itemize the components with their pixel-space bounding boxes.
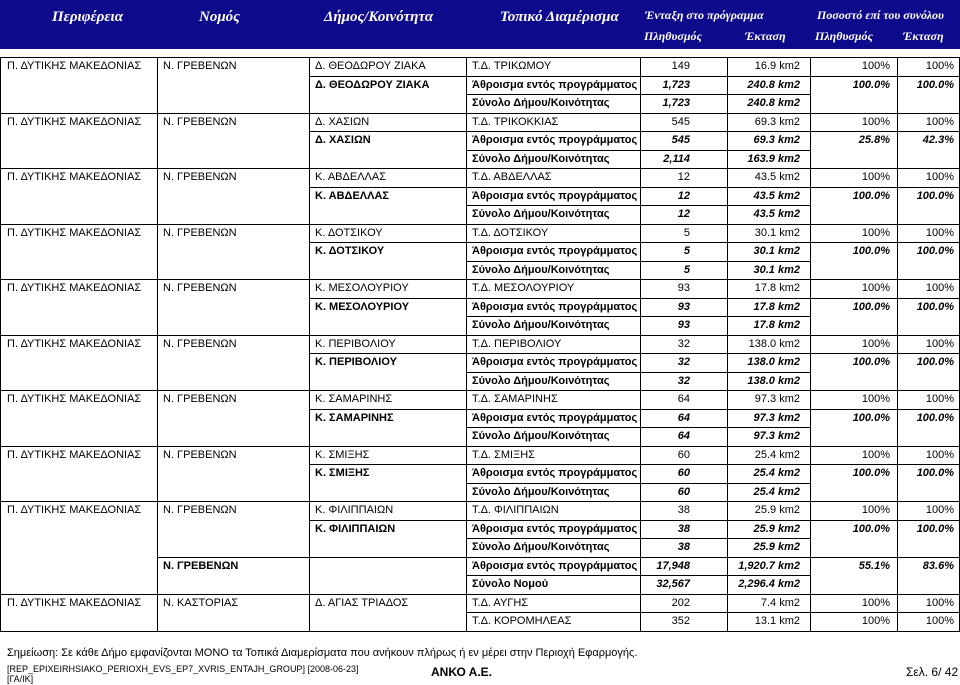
sum-area-percent: 100.0% (916, 78, 954, 91)
sum-area: 30.1 km2 (753, 245, 800, 257)
area-percent-cell: 100% (925, 448, 954, 461)
header-area2: Έκταση (903, 29, 944, 43)
area-percent-cell: 100% (925, 226, 954, 239)
population-cell: 5 (683, 226, 690, 239)
municipality-sum-label: Κ. ΔΟΤΣΙΚΟΥ (315, 245, 385, 257)
region-cell: Π. ΔΥΤΙΚΗΣ ΜΑΚΕΔΟΝΙΑΣ (7, 596, 142, 609)
header-pop1: Πληθυσμός (644, 29, 702, 43)
total-area: 30.1 km2 (753, 263, 800, 276)
region-cell: Π. ΔΥΤΙΚΗΣ ΜΑΚΕΔΟΝΙΑΣ (7, 504, 142, 516)
prefecture-cell: Ν. ΓΡΕΒΕΝΩΝ (163, 504, 237, 516)
district-cell: Τ.Δ. ΚΟΡΟΜΗΛΕΑΣ (472, 615, 572, 627)
grid-line (309, 57, 310, 631)
header-district: Τοπικό Διαμέρισμα (500, 9, 619, 25)
area-percent-cell: 100% (925, 171, 954, 183)
sum-area-percent: 83.6% (922, 559, 954, 572)
total-population: 60 (677, 485, 690, 498)
table-row (0, 261, 960, 279)
table-row (0, 575, 960, 593)
area-percent-cell: 100% (925, 282, 954, 294)
sum-label: Άθροισμα εντός προγράμματος (472, 356, 638, 368)
municipality-cell: Κ. ΠΕΡΙΒΟΛΙΟΥ (315, 337, 396, 350)
area-cell: 138.0 km2 (748, 337, 800, 350)
sum-label: Άθροισμα εντός προγράμματος (472, 78, 638, 91)
municipality-cell: Κ. ΣΑΜΑΡΙΝΗΣ (315, 393, 393, 405)
sum-population: 93 (677, 300, 690, 313)
sum-area: 97.3 km2 (753, 411, 800, 424)
sum-area: 25.4 km2 (753, 467, 800, 479)
population-cell: 545 (671, 115, 690, 128)
header-region: Περιφέρεια (52, 9, 123, 25)
area-cell: 69.3 km2 (754, 115, 800, 128)
municipality-cell: Δ. ΘΕΟΔΩΡΟΥ ΖΙΑΚΑ (315, 60, 426, 72)
total-area: 2,296.4 km2 (738, 578, 800, 590)
municipality-sum-label: Κ. ΦΙΛΙΠΠΑΙΩΝ (315, 522, 396, 535)
grid-line (466, 205, 810, 206)
grid-line (0, 168, 960, 169)
population-cell: 149 (671, 60, 690, 72)
region-cell: Π. ΔΥΤΙΚΗΣ ΜΑΚΕΔΟΝΙΑΣ (7, 282, 142, 294)
table-row (0, 205, 960, 223)
table-row (0, 520, 960, 538)
header-percent: Ποσοστό επί του συνόλου (817, 8, 944, 22)
total-label: Σύνολο Δήμου/Κοινότητας (472, 208, 610, 220)
table-row (0, 594, 960, 612)
table-row (0, 224, 960, 242)
grid-line (0, 594, 960, 595)
table-row (0, 168, 960, 186)
total-population: 2,114 (663, 152, 690, 165)
grid-line (309, 520, 960, 521)
total-label: Σύνολο Δήμου/Κοινότητας (472, 430, 610, 442)
total-label: Σύνολο Δήμου/Κοινότητας (472, 319, 610, 331)
sum-area-percent: 100.0% (916, 411, 954, 424)
table-row (0, 131, 960, 149)
table-row (0, 427, 960, 445)
area-cell: 25.4 km2 (754, 448, 800, 461)
area-percent-cell: 100% (925, 596, 954, 609)
sum-population: 545 (671, 134, 690, 146)
sum-population-percent: 100.0% (852, 522, 890, 535)
district-cell: Τ.Δ. ΤΡΙΚΩΜΟΥ (472, 60, 552, 72)
municipality-cell: Κ. ΑΒΔΕΛΛΑΣ (315, 171, 387, 183)
sum-area-percent: 100.0% (916, 245, 954, 257)
area-percent-cell: 100% (925, 393, 954, 405)
area-cell: 7.4 km2 (760, 596, 800, 609)
area-cell: 30.1 km2 (754, 226, 800, 239)
region-cell: Π. ΔΥΤΙΚΗΣ ΜΑΚΕΔΟΝΙΑΣ (7, 226, 142, 239)
grid-line (0, 501, 960, 502)
district-cell: Τ.Δ. ΣΜΙΞΗΣ (472, 448, 535, 461)
grid-line (640, 57, 641, 631)
table-row (0, 76, 960, 94)
grid-line (309, 464, 960, 465)
area-cell: 17.8 km2 (754, 282, 800, 294)
sum-population-percent: 25.8% (858, 134, 890, 146)
prefecture-cell: Ν. ΓΡΕΒΕΝΩΝ (163, 226, 237, 239)
total-area: 97.3 km2 (753, 430, 800, 442)
grid-line (810, 57, 811, 631)
sum-area-percent: 100.0% (916, 467, 954, 479)
sum-area: 17.8 km2 (753, 300, 800, 313)
sum-population-percent: 100.0% (852, 78, 890, 91)
grid-line (466, 316, 810, 317)
total-label: Σύνολο Δήμου/Κοινότητας (472, 263, 610, 276)
sum-population-percent: 100.0% (852, 467, 890, 479)
table-header (0, 0, 960, 49)
sum-area: 138.0 km2 (747, 356, 800, 368)
report-sub: [ΓΑ/ΙΚ] (7, 674, 34, 684)
page-number: Σελ. 6/ 42 (906, 665, 959, 679)
header-municipality: Δήμος/Κοινότητα (324, 9, 434, 25)
area-percent-cell: 100% (925, 504, 954, 516)
total-population: 32,567 (656, 578, 690, 590)
table-row (0, 390, 960, 408)
sum-population: 32 (677, 356, 690, 368)
prefecture-cell: Ν. ΓΡΕΒΕΝΩΝ (163, 282, 237, 294)
population-cell: 202 (671, 596, 690, 609)
population-percent-cell: 100% (861, 615, 890, 627)
population-cell: 93 (677, 282, 690, 294)
district-cell: Τ.Δ. ΑΒΔΕΛΛΑΣ (472, 171, 552, 183)
total-area: 25.9 km2 (753, 541, 800, 553)
prefecture-cell: Ν. ΓΡΕΒΕΝΩΝ (163, 393, 237, 405)
municipality-cell: Δ. ΧΑΣΙΩΝ (315, 115, 370, 128)
grid-line (0, 390, 960, 391)
table-row (0, 187, 960, 205)
report-id (7, 664, 358, 684)
total-area: 163.9 km2 (747, 152, 800, 165)
population-cell: 64 (677, 393, 690, 405)
region-cell: Π. ΔΥΤΙΚΗΣ ΜΑΚΕΔΟΝΙΑΣ (7, 115, 142, 128)
sum-area-percent: 42.3% (922, 134, 954, 146)
report-code: [REP_EPIXEIRHSIAKO_PERIOXH_EVS_EP7_XVRIS_ENTAJH_GROUP] [2008-06-23] (7, 664, 359, 674)
sum-area: 25.9 km2 (753, 522, 800, 535)
population-cell: 38 (677, 504, 690, 516)
table-row (0, 298, 960, 316)
total-population: 32 (677, 374, 690, 387)
municipality-cell: Κ. ΣΜΙΞΗΣ (315, 448, 370, 461)
population-percent-cell: 100% (861, 60, 890, 72)
sum-label: Άθροισμα εντός προγράμματος (472, 522, 638, 535)
area-cell: 97.3 km2 (754, 393, 800, 405)
table-row (0, 150, 960, 168)
sum-label: Άθροισμα εντός προγράμματος (472, 245, 638, 257)
grid-line (466, 538, 810, 539)
municipality-sum-label: Κ. ΣΑΜΑΡΙΝΗΣ (315, 411, 394, 424)
sum-area: 43.5 km2 (753, 189, 800, 202)
area-percent-cell: 100% (925, 60, 954, 72)
total-population: 1,723 (662, 97, 690, 109)
grid-line (0, 113, 960, 114)
table-row (0, 372, 960, 390)
population-percent-cell: 100% (861, 596, 890, 609)
municipality-cell: Κ. ΔΟΤΣΙΚΟΥ (315, 226, 383, 239)
prefecture-cell: Ν. ΚΑΣΤΟΡΙΑΣ (163, 596, 239, 609)
total-label: Σύνολο Δήμου/Κοινότητας (472, 374, 610, 387)
region-cell: Π. ΔΥΤΙΚΗΣ ΜΑΚΕΔΟΝΙΑΣ (7, 337, 142, 350)
grid-line (309, 353, 960, 354)
sum-area-percent: 100.0% (916, 522, 954, 535)
sum-population: 1,723 (662, 78, 690, 91)
population-percent-cell: 100% (861, 504, 890, 516)
total-population: 64 (677, 430, 690, 442)
sum-area-percent: 100.0% (916, 356, 954, 368)
district-cell: Τ.Δ. ΦΙΛΙΠΠΑΙΩΝ (472, 504, 559, 516)
sum-population-percent: 55.1% (858, 559, 890, 572)
area-percent-cell: 100% (925, 337, 954, 350)
area-cell: 16.9 km2 (754, 60, 800, 72)
grid-line (466, 575, 810, 576)
sum-population: 38 (677, 522, 690, 535)
grid-line (309, 409, 960, 410)
district-cell: Τ.Δ. ΔΟΤΣΙΚΟΥ (472, 226, 549, 239)
area-cell: 25.9 km2 (754, 504, 800, 516)
table-row (0, 557, 960, 575)
table-row (0, 57, 960, 75)
sum-area: 240.8 km2 (747, 78, 800, 91)
region-cell: Π. ΔΥΤΙΚΗΣ ΜΑΚΕΔΟΝΙΑΣ (7, 448, 142, 461)
sum-population-percent: 100.0% (852, 411, 890, 424)
sum-population: 17,948 (656, 559, 690, 572)
region-cell: Π. ΔΥΤΙΚΗΣ ΜΑΚΕΔΟΝΙΑΣ (7, 171, 142, 183)
population-cell: 60 (677, 448, 690, 461)
municipality-sum-label: Κ. ΣΜΙΞΗΣ (315, 467, 370, 479)
grid-line (157, 557, 960, 558)
prefecture-cell: Ν. ΓΡΕΒΕΝΩΝ (163, 337, 237, 350)
region-cell: Π. ΔΥΤΙΚΗΣ ΜΑΚΕΔΟΝΙΑΣ (7, 60, 142, 72)
municipality-cell: Κ. ΦΙΛΙΠΠΑΙΩΝ (315, 504, 394, 516)
sum-population-percent: 100.0% (852, 189, 890, 202)
sum-label: Άθροισμα εντός προγράμματος (472, 189, 638, 202)
prefecture-sum-label: Ν. ΓΡΕΒΕΝΩΝ (163, 559, 239, 572)
table-row (0, 446, 960, 464)
grid-line (0, 335, 960, 336)
grid-line (727, 57, 728, 631)
grid-line (466, 94, 810, 95)
grid-line (309, 131, 960, 132)
table-row (0, 353, 960, 371)
grid-line (309, 242, 960, 243)
sum-label: Άθροισμα εντός προγράμματος (472, 411, 638, 424)
header-pop2: Πληθυσμός (815, 29, 873, 43)
sum-population-percent: 100.0% (852, 356, 890, 368)
table-row (0, 612, 960, 630)
sum-area: 69.3 km2 (753, 134, 800, 146)
prefecture-cell: Ν. ΓΡΕΒΕΝΩΝ (163, 171, 237, 183)
sum-area: 1,920.7 km2 (738, 559, 800, 572)
total-area: 17.8 km2 (753, 319, 800, 331)
grid-line (157, 57, 158, 631)
municipality-sum-label: Κ. ΜΕΣΟΛΟΥΡΙΟΥ (315, 300, 410, 313)
district-cell: Τ.Δ. ΠΕΡΙΒΟΛΙΟΥ (472, 337, 562, 350)
table-row (0, 316, 960, 334)
header-area1: Έκταση (745, 29, 786, 43)
population-cell: 32 (677, 337, 690, 350)
grid-line (466, 150, 810, 151)
sum-label: Άθροισμα εντός προγράμματος (472, 300, 638, 313)
sum-population: 12 (677, 189, 690, 202)
area-cell: 43.5 km2 (754, 171, 800, 183)
total-population: 93 (677, 319, 690, 331)
sum-area-percent: 100.0% (916, 300, 954, 313)
grid-line (466, 483, 810, 484)
grid-line (0, 446, 960, 447)
table-row (0, 242, 960, 260)
total-area: 43.5 km2 (753, 208, 800, 220)
total-population: 5 (683, 263, 690, 276)
population-percent-cell: 100% (861, 448, 890, 461)
district-cell: Τ.Δ. ΤΡΙΚΟΚΚΙΑΣ (472, 115, 559, 128)
header-prefecture: Νομός (199, 9, 240, 25)
total-label: Σύνολο Δήμου/Κοινότητας (472, 152, 610, 165)
population-percent-cell: 100% (861, 393, 890, 405)
region-cell: Π. ΔΥΤΙΚΗΣ ΜΑΚΕΔΟΝΙΑΣ (7, 393, 142, 405)
table-row (0, 113, 960, 131)
sum-population: 64 (677, 411, 690, 424)
sum-population: 60 (677, 467, 690, 479)
total-population: 12 (677, 208, 690, 220)
municipality-cell: Κ. ΜΕΣΟΛΟΥΡΙΟΥ (315, 282, 409, 294)
total-label: Σύνολο Δήμου/Κοινότητας (472, 485, 610, 498)
grid-line (0, 631, 960, 632)
header-inclusion: Ένταξη στο πρόγραμμα (645, 8, 764, 22)
grid-line (897, 57, 898, 631)
prefecture-cell: Ν. ΓΡΕΒΕΝΩΝ (163, 448, 237, 461)
area-percent-cell: 100% (925, 615, 954, 627)
table-row (0, 501, 960, 519)
municipality-sum-label: Δ. ΧΑΣΙΩΝ (315, 134, 371, 146)
municipality-sum-label: Κ. ΑΒΔΕΛΛΑΣ (315, 189, 389, 202)
area-cell: 13.1 km2 (754, 615, 800, 627)
total-area: 138.0 km2 (747, 374, 800, 387)
grid-line (466, 57, 467, 631)
sum-area-percent: 100.0% (916, 189, 954, 202)
population-cell: 352 (671, 615, 690, 627)
population-percent-cell: 100% (861, 171, 890, 183)
grid-line (0, 57, 1, 631)
sum-label: Άθροισμα εντός προγράμματος (472, 134, 638, 146)
total-area: 25.4 km2 (753, 485, 800, 498)
prefecture-cell: Ν. ΓΡΕΒΕΝΩΝ (163, 60, 237, 72)
prefecture-cell: Ν. ΓΡΕΒΕΝΩΝ (163, 115, 237, 128)
total-population: 38 (677, 541, 690, 553)
municipality-cell: Δ. ΑΓΙΑΣ ΤΡΙΑΔΟΣ (315, 596, 409, 609)
population-percent-cell: 100% (861, 282, 890, 294)
grid-line (466, 612, 960, 613)
sum-population-percent: 100.0% (852, 245, 890, 257)
table-row (0, 409, 960, 427)
district-cell: Τ.Δ. ΜΕΣΟΛΟΥΡΙΟΥ (472, 282, 575, 294)
sum-label: Άθροισμα εντός προγράμματος (472, 559, 638, 572)
grid-line (309, 298, 960, 299)
total-label: Σύνολο Δήμου/Κοινότητας (472, 541, 610, 553)
sum-population: 5 (683, 245, 690, 257)
table-row (0, 464, 960, 482)
municipality-sum-label: Κ. ΠΕΡΙΒΟΛΙΟΥ (315, 356, 397, 368)
footnote: Σημείωση: Σε κάθε Δήμο εμφανίζονται ΜΟΝΟ τα Τοπικά Διαμερίσματα που ανήκουν πλήρως ή εν μέρει στην Περιοχή Εφαρμογής. (7, 647, 638, 659)
company-name: ΑΝΚΟ Α.Ε. (431, 665, 493, 679)
table-row (0, 538, 960, 556)
grid-line (0, 279, 960, 280)
grid-line (466, 427, 810, 428)
population-percent-cell: 100% (861, 337, 890, 350)
district-cell: Τ.Δ. ΑΥΓΗΣ (472, 596, 529, 609)
population-cell: 12 (677, 171, 690, 183)
grid-line (309, 187, 960, 188)
grid-line (466, 372, 810, 373)
table-row (0, 94, 960, 112)
area-percent-cell: 100% (925, 115, 954, 128)
grid-line (0, 224, 960, 225)
grid-line (309, 76, 960, 77)
prefecture-total-label: Σύνολο Νομού (472, 578, 549, 590)
table-row (0, 335, 960, 353)
total-area: 240.8 km2 (747, 97, 800, 109)
sum-population-percent: 100.0% (852, 300, 890, 313)
grid-line (466, 261, 810, 262)
municipality-sum-label: Δ. ΘΕΟΔΩΡΟΥ ΖΙΑΚΑ (315, 78, 430, 91)
total-label: Σύνολο Δήμου/Κοινότητας (472, 97, 610, 109)
table-row (0, 279, 960, 297)
population-percent-cell: 100% (861, 115, 890, 128)
grid-line (0, 57, 960, 58)
district-cell: Τ.Δ. ΣΑΜΑΡΙΝΗΣ (472, 393, 558, 405)
table-row (0, 483, 960, 501)
sum-label: Άθροισμα εντός προγράμματος (472, 467, 638, 479)
population-percent-cell: 100% (861, 226, 890, 239)
